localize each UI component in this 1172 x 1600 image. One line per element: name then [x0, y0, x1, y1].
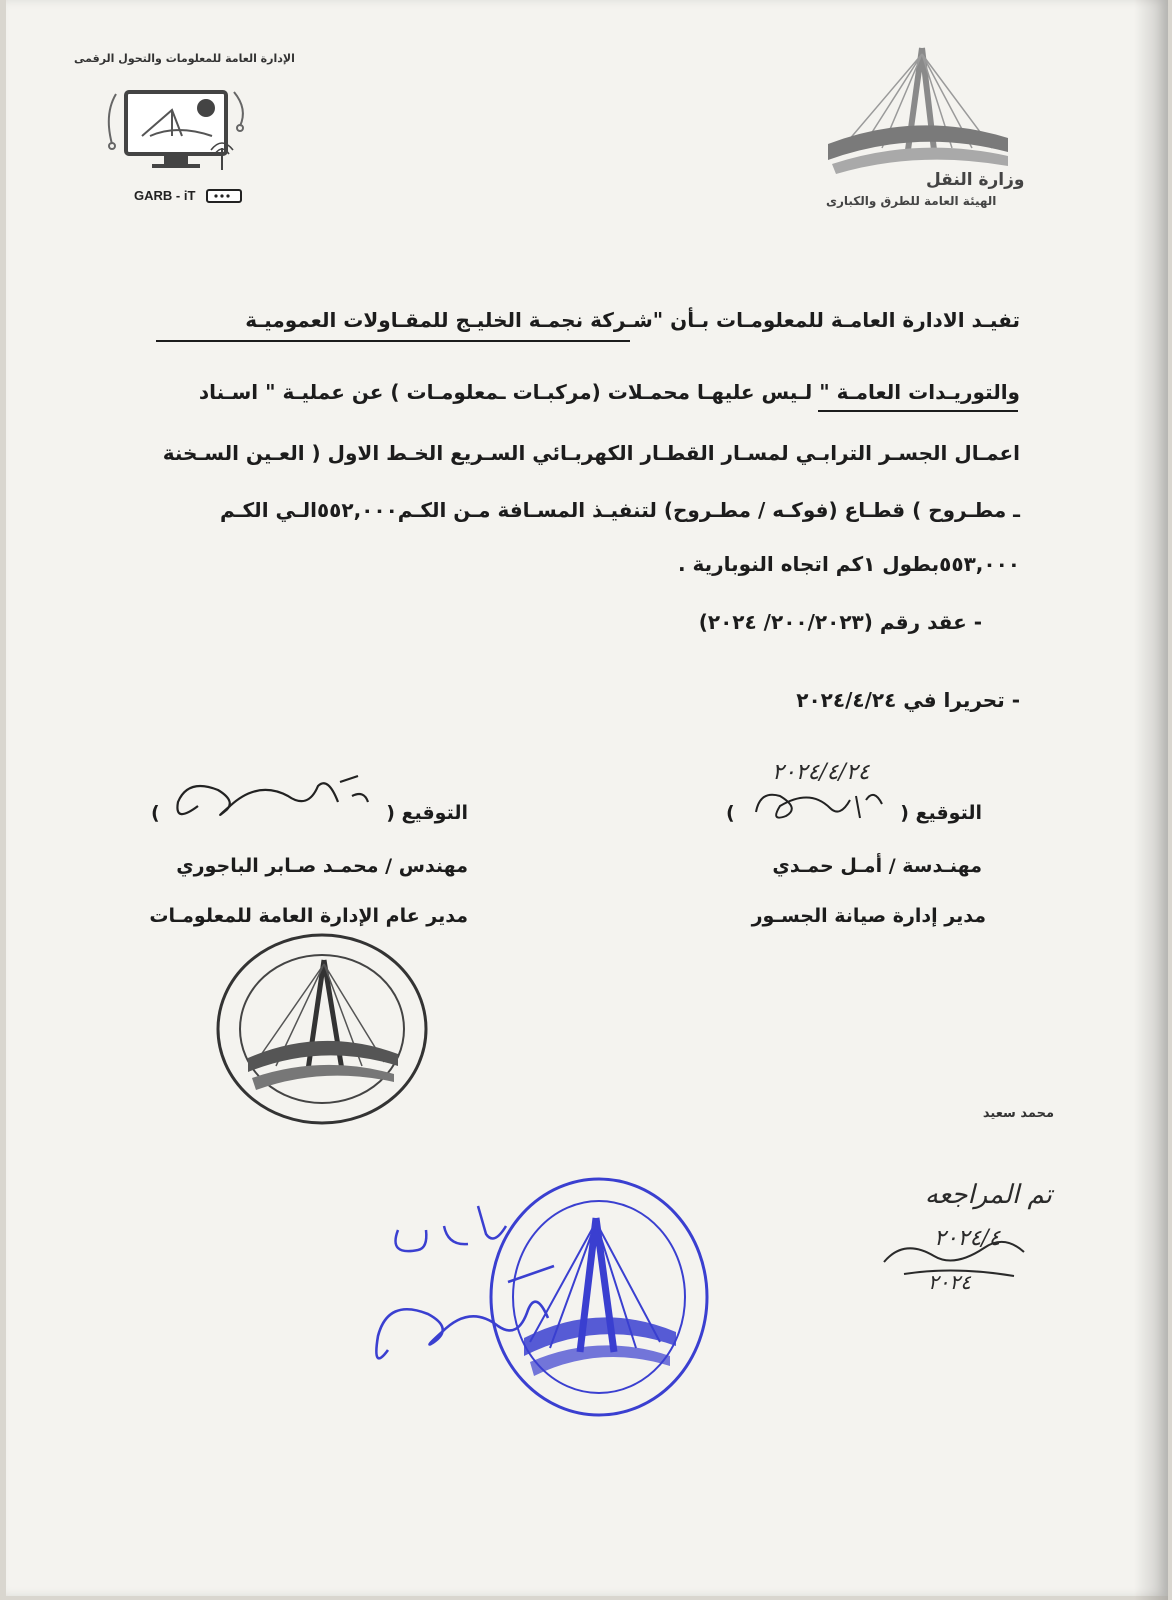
reviewer-name: محمد سعيد — [982, 1106, 1054, 1121]
body-line-4: ـ مطـروح ) قطـاع (فوكـه / مطـروح) لتنفيـذ المسـافة مـن الكـم٥٥٢,٠٠٠الـي الكـم — [220, 498, 1020, 522]
engineer-name-left: مهندس / محمـد صـابر الباجوري — [176, 855, 468, 877]
handwritten-date-right: ٢٠٢٤/٤/٢٤ — [772, 760, 870, 785]
ministry-name: وزارة النقل — [926, 170, 1025, 190]
it-logo-text: GARB - iT — [134, 188, 196, 203]
router-icon — [206, 189, 242, 203]
reviewer-signature — [874, 1218, 1034, 1288]
black-official-stamp — [212, 930, 432, 1128]
body-line-1-text: تفيـد الادارة العامـة للمعلومـات بـأن "شـركة نجمـة الخليـج للمقـاولات العموميـة — [245, 308, 1020, 332]
document-page — [6, 0, 1168, 1596]
authority-name: الهيئة العامة للطرق والكبارى — [826, 194, 997, 208]
body-line-3: اعمـال الجسـر الترابـي لمسـار القطـار الكهربـائي السـريع الخـط الاول ( العـين السـخنة — [162, 441, 1020, 465]
signature-label-right: التوقيع ( — [900, 802, 982, 824]
engineer-name-right: مهنـدسة / أمـل حمـدي — [772, 855, 982, 877]
job-title-left: مدير عام الإدارة العامة للمعلومـات — [149, 905, 468, 927]
signature-right — [750, 778, 890, 828]
signature-label-left: التوقيع ( — [386, 802, 468, 824]
body-line-1 — [245, 308, 1020, 332]
body-line-5: ٥٥٣,٠٠٠بطول ١كم اتجاه النوبارية . — [677, 552, 1020, 576]
issue-date: - تحريرا في ٢٠٢٤/٤/٢٤ — [796, 688, 1020, 712]
job-title-right: مدير إدارة صيانة الجسـور — [751, 905, 986, 927]
review-note: تم المراجعه — [924, 1180, 1052, 1210]
it-department-title: الإدارة العامة للمعلومات والتحول الرقمى — [74, 52, 295, 65]
contract-number: - عقد رقم (٢٠٠/٢٠٢٣/ ٢٠٢٤) — [698, 610, 982, 634]
body-line-2: والتوريـدات العامـة " لـيس عليهـا محمـلات (مركبـات ـمعلومـات ) عن عمليـة " اسـناد — [198, 380, 1020, 404]
company-underline-2 — [818, 410, 1018, 412]
review-date-2: ٢٠٢٤ — [928, 1270, 971, 1294]
signature-close-left: ) — [151, 802, 160, 824]
ministry-bridge-logo — [822, 40, 1012, 180]
it-department-logo — [102, 74, 252, 186]
page-edge-shadow — [1134, 0, 1168, 1600]
blue-signature — [358, 1186, 588, 1376]
company-underline-1 — [156, 340, 630, 342]
signature-close-right: ) — [726, 802, 735, 824]
review-date-1: ٢٠٢٤/٤ — [934, 1226, 1001, 1251]
signature-left — [168, 766, 388, 836]
